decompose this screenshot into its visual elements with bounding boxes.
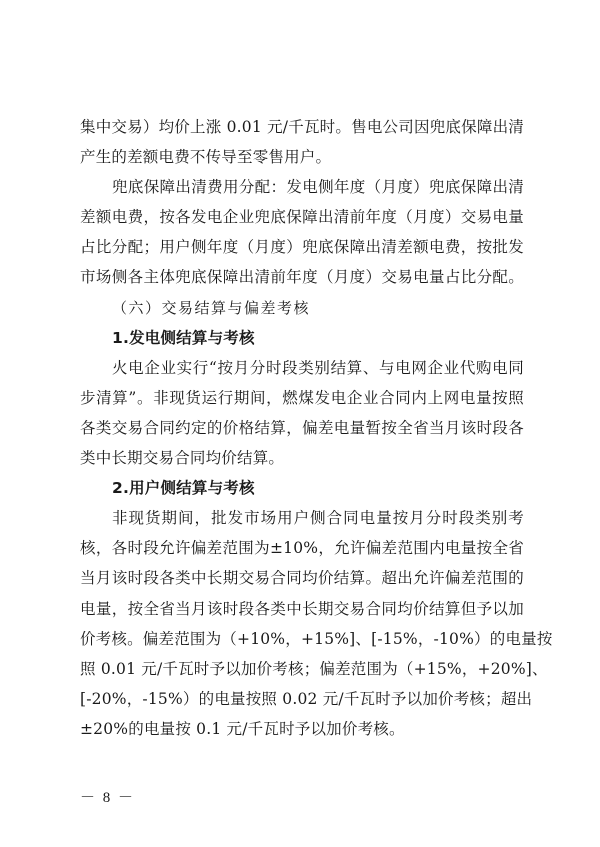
paragraph-line: 市场侧各主体兜底保障出清前年度（月度）交易电量占比分配。 [80,268,524,287]
paragraph-line: 占比分配；用户侧年度（月度）兜底保障出清差额电费，按批发 [80,238,524,257]
paragraph-line: 照 0.01 元/千瓦时予以加价考核；偏差范围为（+15%，+20%]、 [80,659,548,678]
paragraph-line: 各类交易合同约定的价格结算，偏差电量暂按全省当月该时段各 [80,418,524,437]
subsection-heading: 1.发电侧结算与考核 [112,328,255,347]
paragraph-line: 类中长期交易合同均价结算。 [80,449,285,468]
paragraph-line: 火电企业实行“按月分时段类别结算、与电网企业代购电同 [112,358,524,377]
paragraph-line: 差额电费，按各发电企业兜底保障出清前年度（月度）交易电量 [80,208,524,227]
paragraph-line: 电量，按全省当月该时段各类中长期交易合同均价结算但予以加 [80,599,524,618]
paragraph-line: 非现货期间，批发市场用户侧合同电量按月分时段类别考 [112,509,524,528]
page-number: － 8 － [80,790,136,806]
paragraph-line: 当月该时段各类中长期交易合同均价结算。超出允许偏差范围的 [80,569,524,588]
paragraph-line: ±20%的电量按 0.1 元/千瓦时予以加价考核。 [80,719,405,738]
paragraph-line: 集中交易）均价上涨 0.01 元/千瓦时。售电公司因兜底保障出清 [80,118,524,136]
paragraph-line: 产生的差额电费不传导至零售用户。 [80,148,332,167]
paragraph-line: 价考核。偏差范围为（+10%，+15%]、[-15%，-10%）的电量按 [80,629,553,648]
paragraph-line: 兜底保障出清费用分配：发电侧年度（月度）兜底保障出清 [112,178,524,197]
subsection-heading: 2.用户侧结算与考核 [112,479,255,498]
section-heading: （六）交易结算与偏差考核 [112,298,311,317]
paragraph-line: [-20%，-15%）的电量按照 0.02 元/千瓦时予以加价考核；超出 [80,689,533,708]
paragraph-line: 步清算”。非现货运行期间，燃煤发电企业合同内上网电量按照 [80,388,524,407]
paragraph-line: 核，各时段允许偏差范围为±10%，允许偏差范围内电量按全省 [80,539,524,558]
document-body [80,112,553,744]
